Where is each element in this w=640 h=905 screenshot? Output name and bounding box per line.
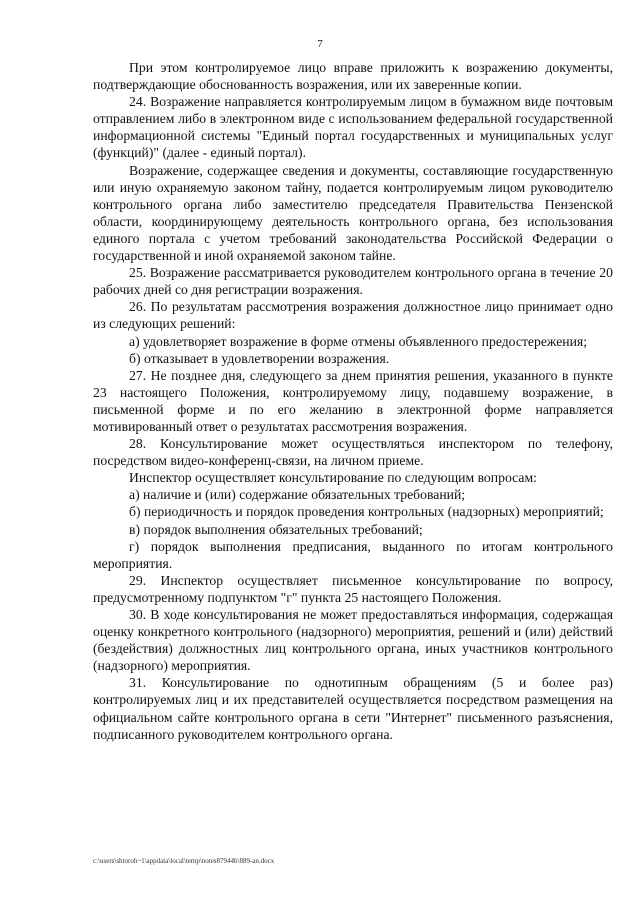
paragraph-27: 27. Не позднее дня, следующего за днем принятия решения, указанного в пункте 23 настоящего Положения, контролируемому лицу, подавшему возражение, в письменной форме и по его желанию в электронной форме направляется мотивированный ответ о результатах рассмотрения возражения. — [93, 367, 613, 434]
paragraph-26-a: а) удовлетворяет возражение в форме отмены объявленного предостережения; — [129, 333, 588, 349]
paragraph-topic-a: а) наличие и (или) содержание обязательных требований; — [129, 487, 466, 503]
paragraph-26: 26. По результатам рассмотрения возражения должностное лицо принимает одно из следующих решений: — [93, 299, 613, 332]
paragraph-25: 25. Возражение рассматривается руководителем контрольного органа в течение 20 рабочих дней со дня регистрации возражения. — [93, 265, 613, 298]
paragraph-secret-objection: Возражение, содержащее сведения и документы, составляющие государственную или иную охраняемую законом тайну, подается контролируемым лицом руководителю контрольного органа либо заместителю председателя Правительства Пензенской области, координирующему деятельность контрольного органа, без использования единого портала с учетом требований законодательства Российской Федерации о государственной и иной охраняемой законом тайне. — [93, 162, 613, 264]
paragraph-26-b: б) отказывает в удовлетворении возражения. — [129, 350, 390, 366]
paragraph-consult-topics: Инспектор осуществляет консультирование по следующим вопросам: — [129, 470, 537, 486]
paragraph-topic-v: в) порядок выполнения обязательных требований; — [129, 521, 423, 537]
footer-file-path: c:\users\shtoroh~1\appdata\local\temp\notes87944b\889-an.docx — [93, 857, 275, 865]
paragraph-topic-b: б) периодичность и порядок проведения контрольных (надзорных) мероприятий; — [129, 504, 604, 520]
paragraph-30: 30. В ходе консультирования не может предоставляться информация, содержащая оценку конкретного контрольного (надзорного) мероприятия, решений и (или) действий (бездействия) должностных лиц контрольного органа, иных участников контрольного (надзорного) мероприятия. — [93, 607, 613, 674]
paragraph-28: 28. Консультирование может осуществляться инспектором по телефону, посредством видео-конференц-связи, на личном приеме. — [93, 436, 613, 469]
paragraph-31: 31. Консультирование по однотипным обращениям (5 и более раз) контролируемых лиц и их представителей осуществляется посредством размещения на официальном сайте контрольного органа в сети "Интернет" письменного разъяснения, подписанного руководителем контрольного органа. — [93, 675, 613, 742]
paragraph-topic-g: г) порядок выполнения предписания, выданного по итогам контрольного мероприятия. — [93, 538, 613, 571]
paragraph-24: 24. Возражение направляется контролируемым лицом в бумажном виде почтовым отправлением либо в электронном виде с использованием федеральной государственной информационной системы "Единый портал государственных и муниципальных услуг (функций)" (далее - единый портал). — [93, 94, 613, 161]
paragraph-attachments: При этом контролируемое лицо вправе приложить к возражению документы, подтверждающие обоснованность возражения, или их заверенные копии. — [93, 60, 613, 93]
document-body — [93, 59, 613, 743]
page-number: 7 — [317, 38, 323, 50]
paragraph-29: 29. Инспектор осуществляет письменное консультирование по вопросу, предусмотренному подпунктом "г" пункта 25 настоящего Положения. — [93, 572, 613, 605]
